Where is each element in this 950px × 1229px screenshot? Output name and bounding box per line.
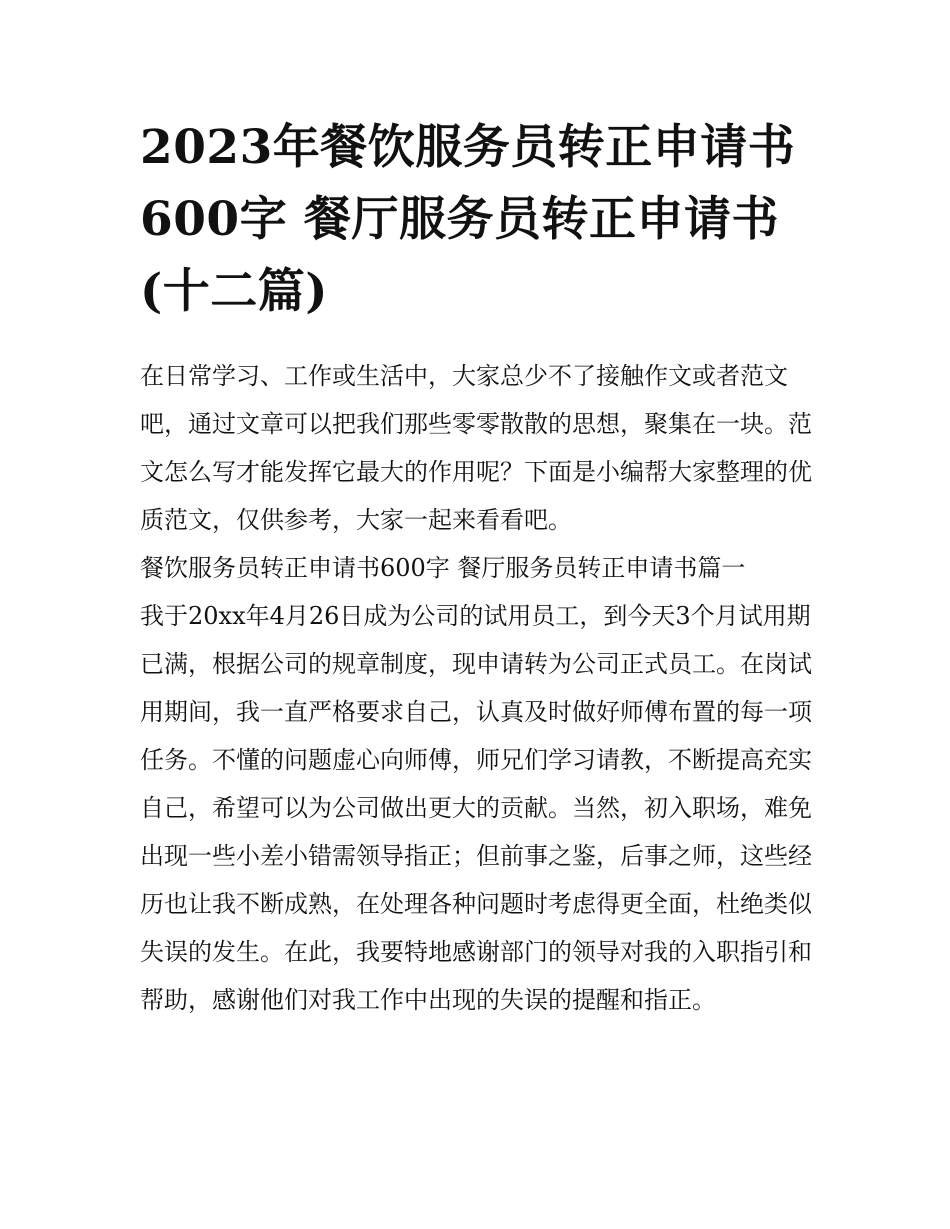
body-paragraph: 我于20xx年4月26日成为公司的试用员工，到今天3个月试用期已满，根据公司的规章制度，现申请转为公司正式员工。在岗试用期间，我一直严格要求自己，认真及时做好师傅布置的每一项任务。不懂的问题虚心向师傅，师兄们学习请教，不断提高充实自己，希望可以为公司做出更大的贡献。当然，初入职场，难免出现一些小差小错需领导指正；但前事之鉴，后事之师，这些经历也让我不断成熟，在处理各种问题时考虑得更全面，杜绝类似失误的发生。在此，我要特地感谢部门的领导对我的入职指引和帮助，感谢他们对我工作中出现的失误的提醒和指正。	[140, 602, 812, 1014]
section-heading: 餐饮服务员转正申请书600字 餐厅服务员转正申请书篇一	[140, 554, 746, 582]
document-body	[140, 352, 812, 1024]
document-page	[140, 112, 812, 1024]
document-title: 2023年餐饮服务员转正申请书600字 餐厅服务员转正申请书(十二篇)	[140, 120, 796, 319]
intro-paragraph: 在日常学习、工作或生活中，大家总少不了接触作文或者范文吧，通过文章可以把我们那些零零散散的思想，聚集在一块。范文怎么写才能发挥它最大的作用呢？下面是小编帮大家整理的优质范文，仅供参考，大家一起来看看吧。	[140, 362, 812, 534]
